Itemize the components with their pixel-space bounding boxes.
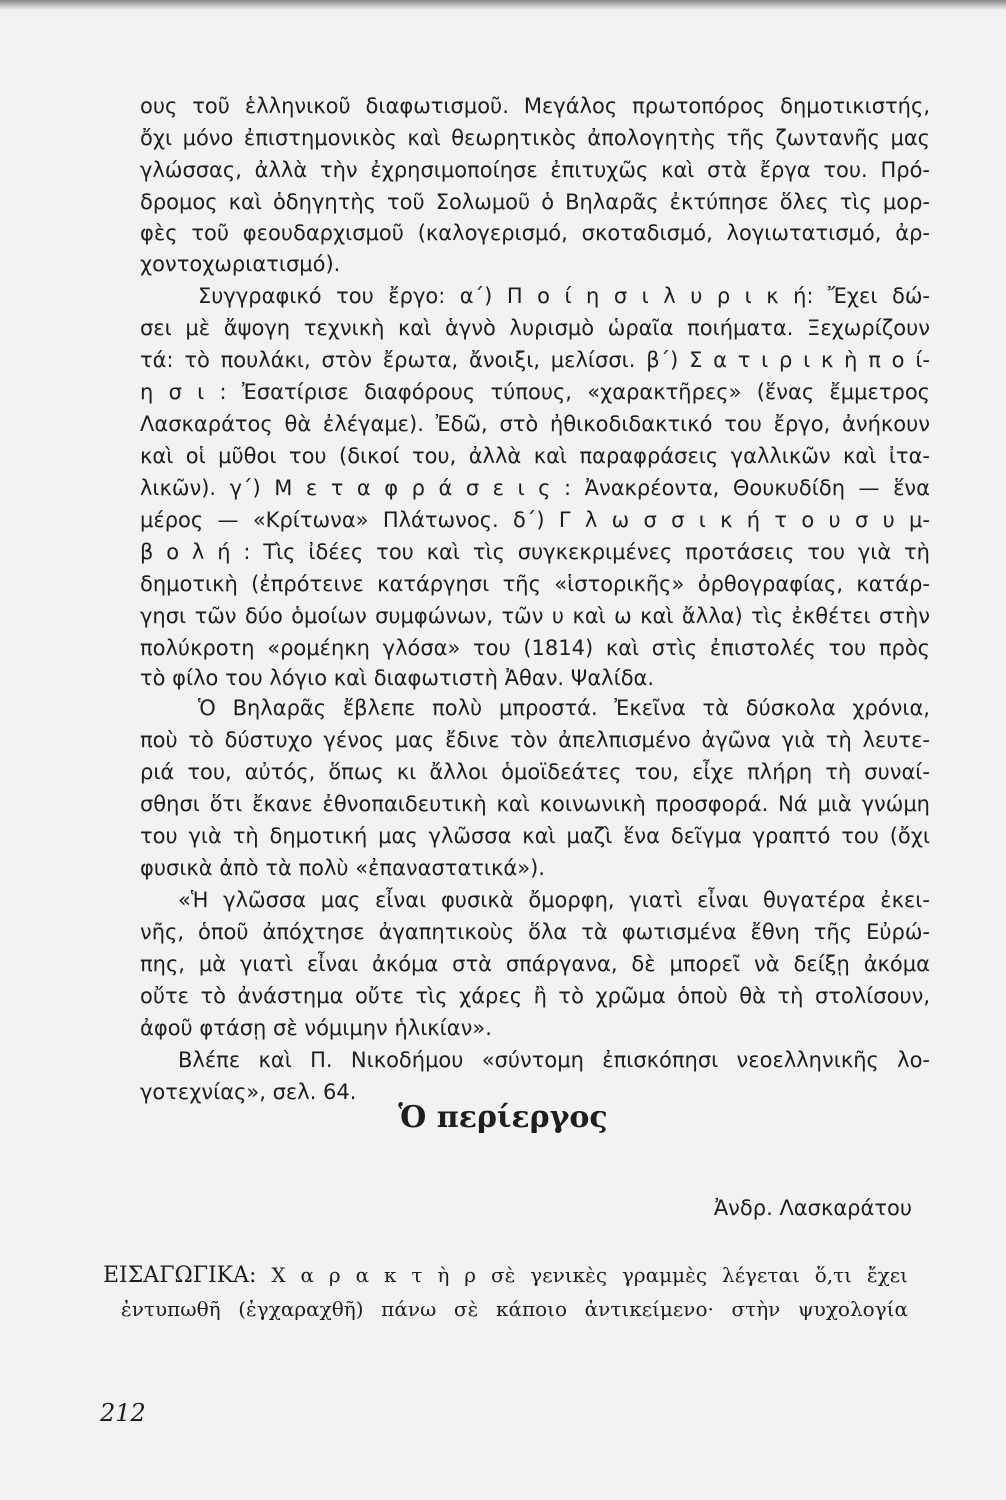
body-line: τὸ φίλο του λόγιο καὶ διαφωτιστὴ Ἀθαν. Ψαλίδα. <box>140 666 655 690</box>
body-line: σει μὲ ἄψογη τεχνικὴ καὶ ἁγνὸ λυρισμὸ ὡραῖα ποιήματα. Ξεχωρίζουν <box>140 316 930 340</box>
author-name: Ἀνδρ. Λασκαράτου <box>713 1196 912 1220</box>
body-line: δημοτικὴ (ἐπρότεινε κατάργησι τῆς «ἱστορικῆς» ὀρθογραφίας, κατάρ- <box>140 572 930 596</box>
body-line: μέρος — «Κρίτωνα» Πλάτωνος. δ΄) Γ λ ω σ σ ι κ ή τ ο υ σ υ μ- <box>140 508 930 532</box>
quote-line: «Ἡ γλῶσσα μας εἶναι φυσικὰ ὄμορφη, γιατὶ εἶναι θυγατέρα ἐκει- <box>178 888 930 912</box>
body-line: ποὺ τὸ δύστυχο γένος μας ἔδινε τὸν ἀπελπισμένο ἀγῶνα γιὰ τὴ λευτε- <box>140 728 930 752</box>
body-line: γλώσσας, ἀλλὰ τὴν ἐχρησιμοποίησε ἐπιτυχῶς καὶ στὰ ἔργα του. Πρό- <box>140 158 930 182</box>
body-line: β ο λ ή : Τὶς ἰδέες του καὶ τὶς συγκεκριμένες προτάσεις του γιὰ τὴ <box>140 540 930 564</box>
intro-text-1: Χ α ρ α κ τ ὴ ρ σὲ γενικὲς γραμμὲς λέγεται ὅ,τι ἔχει <box>271 1263 908 1287</box>
quote-line: ἀφοῦ φτάσῃ σὲ νόμιμην ἡλικίαν». <box>140 1016 492 1040</box>
quote-line: οὔτε τὸ ἀνάστημα οὔτε τὶς χάρες ἢ τὸ χρῶμα ὁποὺ θὰ τὴ στολίσουν, <box>140 984 930 1008</box>
body-line: σθησι ὅτι ἔκανε ἐθνοπαιδευτικὴ καὶ κοινωνικὴ προσφορά. Νά μιὰ γνώμη <box>140 792 930 816</box>
intro-line-1 <box>103 1260 908 1291</box>
reference-line: Βλέπε καὶ Π. Νικοδήμου «σύντομη ἐπισκόπησι νεοελληνικῆς λο- <box>178 1048 930 1072</box>
body-line: χοντοχωριατισμό). <box>140 252 341 276</box>
body-line: τά: τὸ πουλάκι, στὸν ἔρωτα, ἄνοιξι, μελίσσι. β΄) Σ α τ ι ρ ι κ ὴ π ο ί- <box>140 348 930 372</box>
body-line: λικῶν). γ΄) Μ ε τ α φ ρ ά σ ε ι ς : Ἀνακρέοντα, Θουκυδίδη — ἕνα <box>140 476 930 500</box>
body-line: Ὁ Βηλαρᾶς ἔβλεπε πολὺ μπροστά. Ἐκεῖνα τὰ δύσκολα χρόνια, <box>198 696 930 720</box>
body-line: ὄχι μόνο ἐπιστημονικὸς καὶ θεωρητικὸς ἀπολογητὴς τῆς ζωντανῆς μας <box>140 126 930 150</box>
quote-line: νῆς, ὁποῦ ἀπόχτησε ἀγαπητικοὺς ὅλα τὰ φωτισμένα ἔθνη τῆς Εὐρώ- <box>140 920 930 944</box>
body-line: η σ ι : Ἐσατίρισε διαφόρους τύπους, «χαρακτῆρες» (ἕνας ἔμμετρος <box>140 380 930 404</box>
intro-line-2: ἐντυπωθῆ (ἐγχαραχθῆ) πάνω σὲ κάποιο ἀντικείμενο· στὴν ψυχολογία <box>121 1297 908 1321</box>
body-line: φυσικὰ ἀπὸ τὰ πολὺ «ἐπαναστατικά»). <box>140 856 545 880</box>
quote-line: πης, μὰ γιατὶ εἶναι ἀκόμα στὰ σπάργανα, δὲ μπορεῖ νὰ δείξῃ ἀκόμα <box>140 952 930 976</box>
body-line: ους τοῦ ἑλληνικοῦ διαφωτισμοῦ. Μεγάλος πρωτοπόρος δημοτικιστής, <box>140 94 930 118</box>
body-line: πολύκροτη «ρομέηκη γλόσα» του (1814) καὶ στὶς ἐπιστολές του πρὸς <box>140 636 930 660</box>
body-line: ριά του, αὐτός, ὅπως κι ἄλλοι ὁμοϊδεάτες του, εἶχε πλήρη τὴ συναί- <box>140 760 930 784</box>
section-heading: Ὁ περίεργος <box>398 1100 608 1135</box>
body-line: φὲς τοῦ φεουδαρχισμοῦ (καλογερισμό, σκοταδισμό, λογιωτατισμό, ἀρ- <box>140 221 930 245</box>
intro-label: ΕΙΣΑΓΩΓΙΚΑ: <box>103 1263 257 1288</box>
body-line: Συγγραφικό του ἔργο: α΄) Π ο ί η σ ι λ υ ρ ι κ ή: Ἔχει δώ- <box>198 284 930 308</box>
body-line: γησι τῶν δύο ὁμοίων συμφώνων, τῶν υ καὶ ω καὶ ἄλλα) τὶς ἐκθέτει στὴν <box>140 604 930 628</box>
body-line: του γιὰ τὴ δημοτική μας γλῶσσα καὶ μαζὶ ἕνα δεῖγμα γραπτό του (ὄχι <box>140 824 930 848</box>
body-line: Λασκαράτος θὰ ἐλέγαμε). Ἐδῶ, στὸ ἠθικοδιδακτικό του ἔργο, ἀνήκουν <box>140 412 930 436</box>
reference-line: γοτεχνίας», σελ. 64. <box>140 1080 357 1104</box>
body-line: δρομος καὶ ὁδηγητὴς τοῦ Σολωμοῦ ὁ Βηλαρᾶς ἐκτύπησε ὅλες τὶς μορ- <box>140 190 930 214</box>
body-line: καὶ οἱ μῦθοι του (δικοί του, ἀλλὰ καὶ παραφράσεις γαλλικῶν καὶ ἰτα- <box>140 444 930 468</box>
page-number: 212 <box>100 1399 146 1427</box>
